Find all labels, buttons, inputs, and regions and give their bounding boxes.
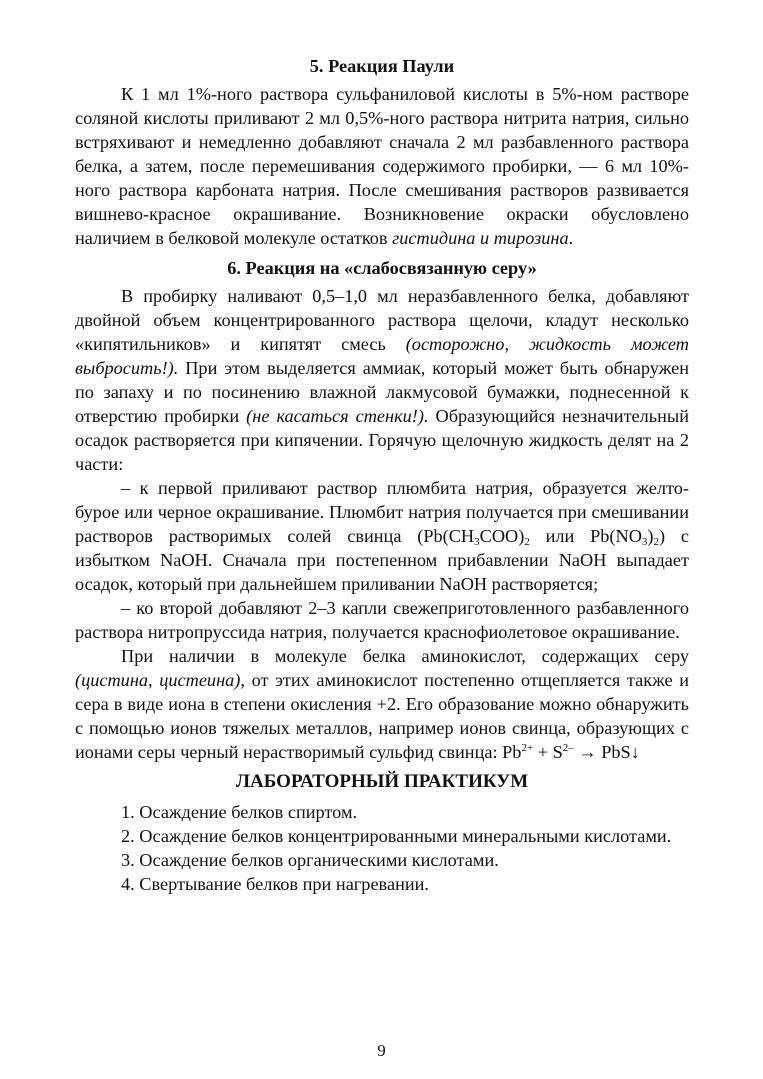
section-5-title: 5. Реакция Паули [309, 56, 455, 76]
text-span: При этом выделяется аммиак, который может быть обнаружен по запаху и по посинению влажной лакмусовой бумажки, поднесенной к отверстию пробирки [75, 358, 689, 426]
superscript: 2– [562, 742, 574, 754]
italic-text: гистидина и тирозина [392, 228, 569, 248]
text-span: COO) [479, 526, 525, 546]
subscript: 3 [641, 536, 648, 548]
subscript: 2 [524, 536, 530, 548]
section-6-paragraph-4 [75, 644, 689, 764]
text-span: ) с избытком NaOH. Сначала при постепенном прибавлении NaOH выпадает осадок, который при дальнейшем приливании NaOH растворяется; [75, 526, 689, 594]
italic-text: (не касаться стенки!). [246, 406, 429, 426]
lab-item: 3. Осаждение белков органическими кислотами. [121, 850, 499, 870]
section-6-paragraph-2 [75, 476, 689, 596]
text-span: При наличии в молекуле белка аминокислот, содержащих серу [121, 646, 689, 666]
text-span: В пробирку наливают 0,5–1,0 мл неразбавленного белка, добавляют двойной объем концентрированного раствора щелочи, кладут несколько «кипятильников» и кипятят смесь [75, 286, 689, 354]
text-span: К 1 мл 1%-ного раствора сульфаниловой кислоты в 5%-ном растворе соляной кислоты приливают 2 мл 0,5%-ного раствора нитрита натрия, сильно встряхивают и немедленно добавляют сначала 2 мл разбавленного раствора белка, а затем, после перемешивания содержимого пробирки, — 6 мл 10%-ного раствора карбоната натрия. После смешивания растворов развивается вишнево-красное окрашивание. Возникновение окраски обусловлено наличием в белковой молекуле остатков [75, 84, 689, 248]
superscript: 2+ [521, 742, 534, 754]
text-span: . [568, 228, 574, 248]
lab-item: 1. Осаждение белков спиртом. [121, 802, 358, 822]
section-6-paragraph-3: – ко второй добавляют 2–3 капли свежеприготовленного разбавленного раствора нитропруссида натрия, получается краснофиолетовое окрашивание. [75, 598, 689, 642]
text-span: ) [647, 526, 654, 546]
text-span: или Pb(NO [529, 526, 642, 546]
text-span: + S [533, 742, 563, 762]
page-content [75, 54, 689, 896]
italic-text: (цистина, цистеина), [75, 670, 245, 690]
page-number: 9 [377, 1041, 386, 1060]
section-6-paragraph-1 [75, 284, 689, 476]
lab-practicum-title: ЛАБОРАТОРНЫЙ ПРАКТИКУМ [235, 771, 529, 792]
lab-item: 2. Осаждение белков концентрированными минеральными кислотами. [121, 826, 672, 846]
lab-item: 4. Свертывание белков при нагревании. [121, 874, 429, 894]
section-5-paragraph [75, 82, 689, 250]
text-span: Образующийся незначительный осадок растворяется при кипячении. Горячую щелочную жидкость делят на 2 части: [75, 406, 689, 474]
section-6-title: 6. Реакция на «слабосвязанную серу» [227, 258, 537, 278]
text-span: от этих аминокислот постепенно отщепляется также и сера в виде иона в степени окисления +2. Его образование можно обнаружить с помощью ионов тяжелых металлов, например ионов свинца, образующих с ионами серы черный нерастворимый сульфид свинца: Pb [75, 670, 690, 762]
subscript: 3 [474, 536, 480, 548]
italic-text: (осторожно, жидкость может выбросить!). [75, 334, 690, 378]
subscript: 2 [653, 536, 659, 548]
text-span: – к первой приливают раствор плюмбита натрия, образуется желто-бурое или черное окрашивание. Плюмбит натрия получается при смешивании растворов растворимых солей свинца (Pb(CH [75, 478, 689, 546]
text-span: → PbS↓ [573, 742, 640, 762]
